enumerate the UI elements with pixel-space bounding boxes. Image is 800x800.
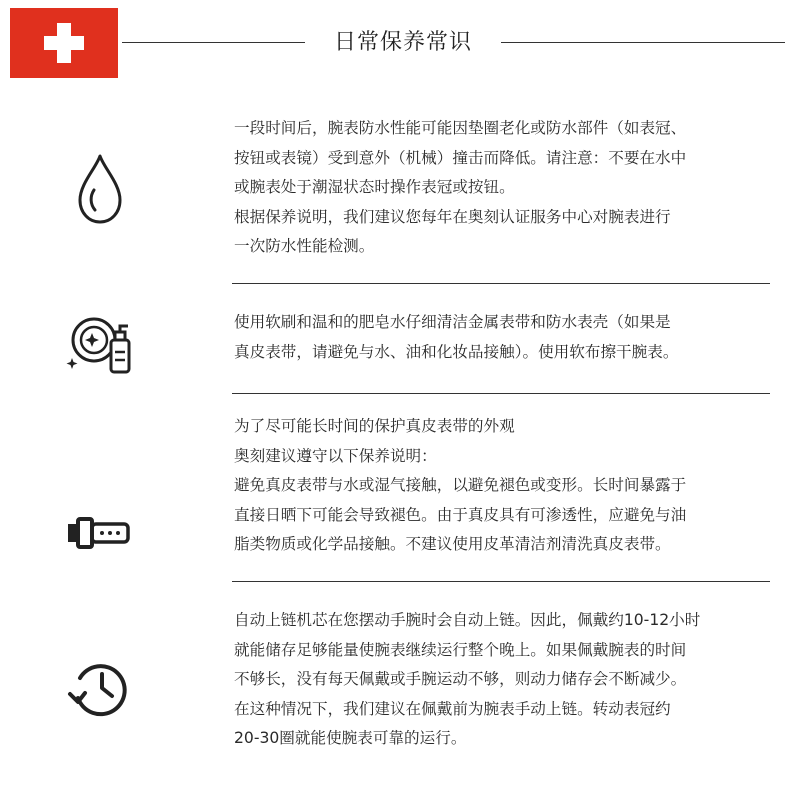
text-line: 20-30圈就能使腕表可靠的运行。 (234, 729, 467, 747)
text-line: 就能储存足够能量使腕表继续运行整个晚上。如果佩戴腕表的时间 (234, 640, 687, 659)
text-line: 真皮表带，请避免与水、油和化妆品接触）。使用软布擦干腕表。 (234, 342, 679, 361)
header-rule-left (122, 42, 305, 43)
page-title: 日常保养常识 (333, 30, 472, 55)
swiss-flag-icon (10, 8, 118, 78)
text-line: 脂类物质或化学品接触。不建议使用皮革清洁剂清洗真皮表带。 (234, 535, 671, 553)
leather-strap-icon (60, 492, 140, 572)
section-text (234, 308, 774, 367)
section-text (234, 606, 774, 754)
header-rule-right (501, 42, 785, 43)
text-line: 为了尽可能长时间的保护真皮表带的外观 (234, 417, 515, 435)
history-clock-icon (60, 648, 140, 728)
text-line: 自动上链机芯在您摆动手腕时会自动上链。因此，佩戴约10-12小时 (234, 611, 701, 629)
text-line: 直接日晒下可能会导致褪色。由于真皮具有可渗透性，应避免与油 (234, 505, 687, 524)
section-text (234, 412, 774, 560)
section-divider (232, 283, 770, 284)
text-line: 使用软刷和温和的肥皂水仔细清洁金属表带和防水表壳（如果是 (234, 313, 671, 331)
section-text (234, 114, 774, 262)
text-line: 避免真皮表带与水或湿气接触，以避免褪色或变形。长时间暴露于 (234, 476, 687, 494)
section-divider (232, 581, 770, 582)
text-line: 不够长，没有每天佩戴或手腕运动不够，则动力储存会不断减少。 (234, 670, 687, 688)
text-line: 一段时间后，腕表防水性能可能因垫圈老化或防水部件（如表冠、 (234, 119, 687, 137)
text-line: 或腕表处于潮湿状态时操作表冠或按钮。 (234, 178, 515, 196)
water-drop-icon (60, 150, 140, 230)
text-line: 一次防水性能检测。 (234, 237, 375, 255)
text-line: 根据保养说明，我们建议您每年在奥刻认证服务中心对腕表进行 (234, 207, 671, 226)
section-divider (232, 393, 770, 394)
cleaning-icon (60, 304, 140, 384)
text-line: 按钮或表镜）受到意外（机械）撞击而降低。请注意：不要在水中 (234, 148, 687, 167)
text-line: 奥刻建议遵守以下保养说明： (234, 446, 437, 465)
text-line: 在这种情况下，我们建议在佩戴前为腕表手动上链。转动表冠约 (234, 699, 671, 718)
